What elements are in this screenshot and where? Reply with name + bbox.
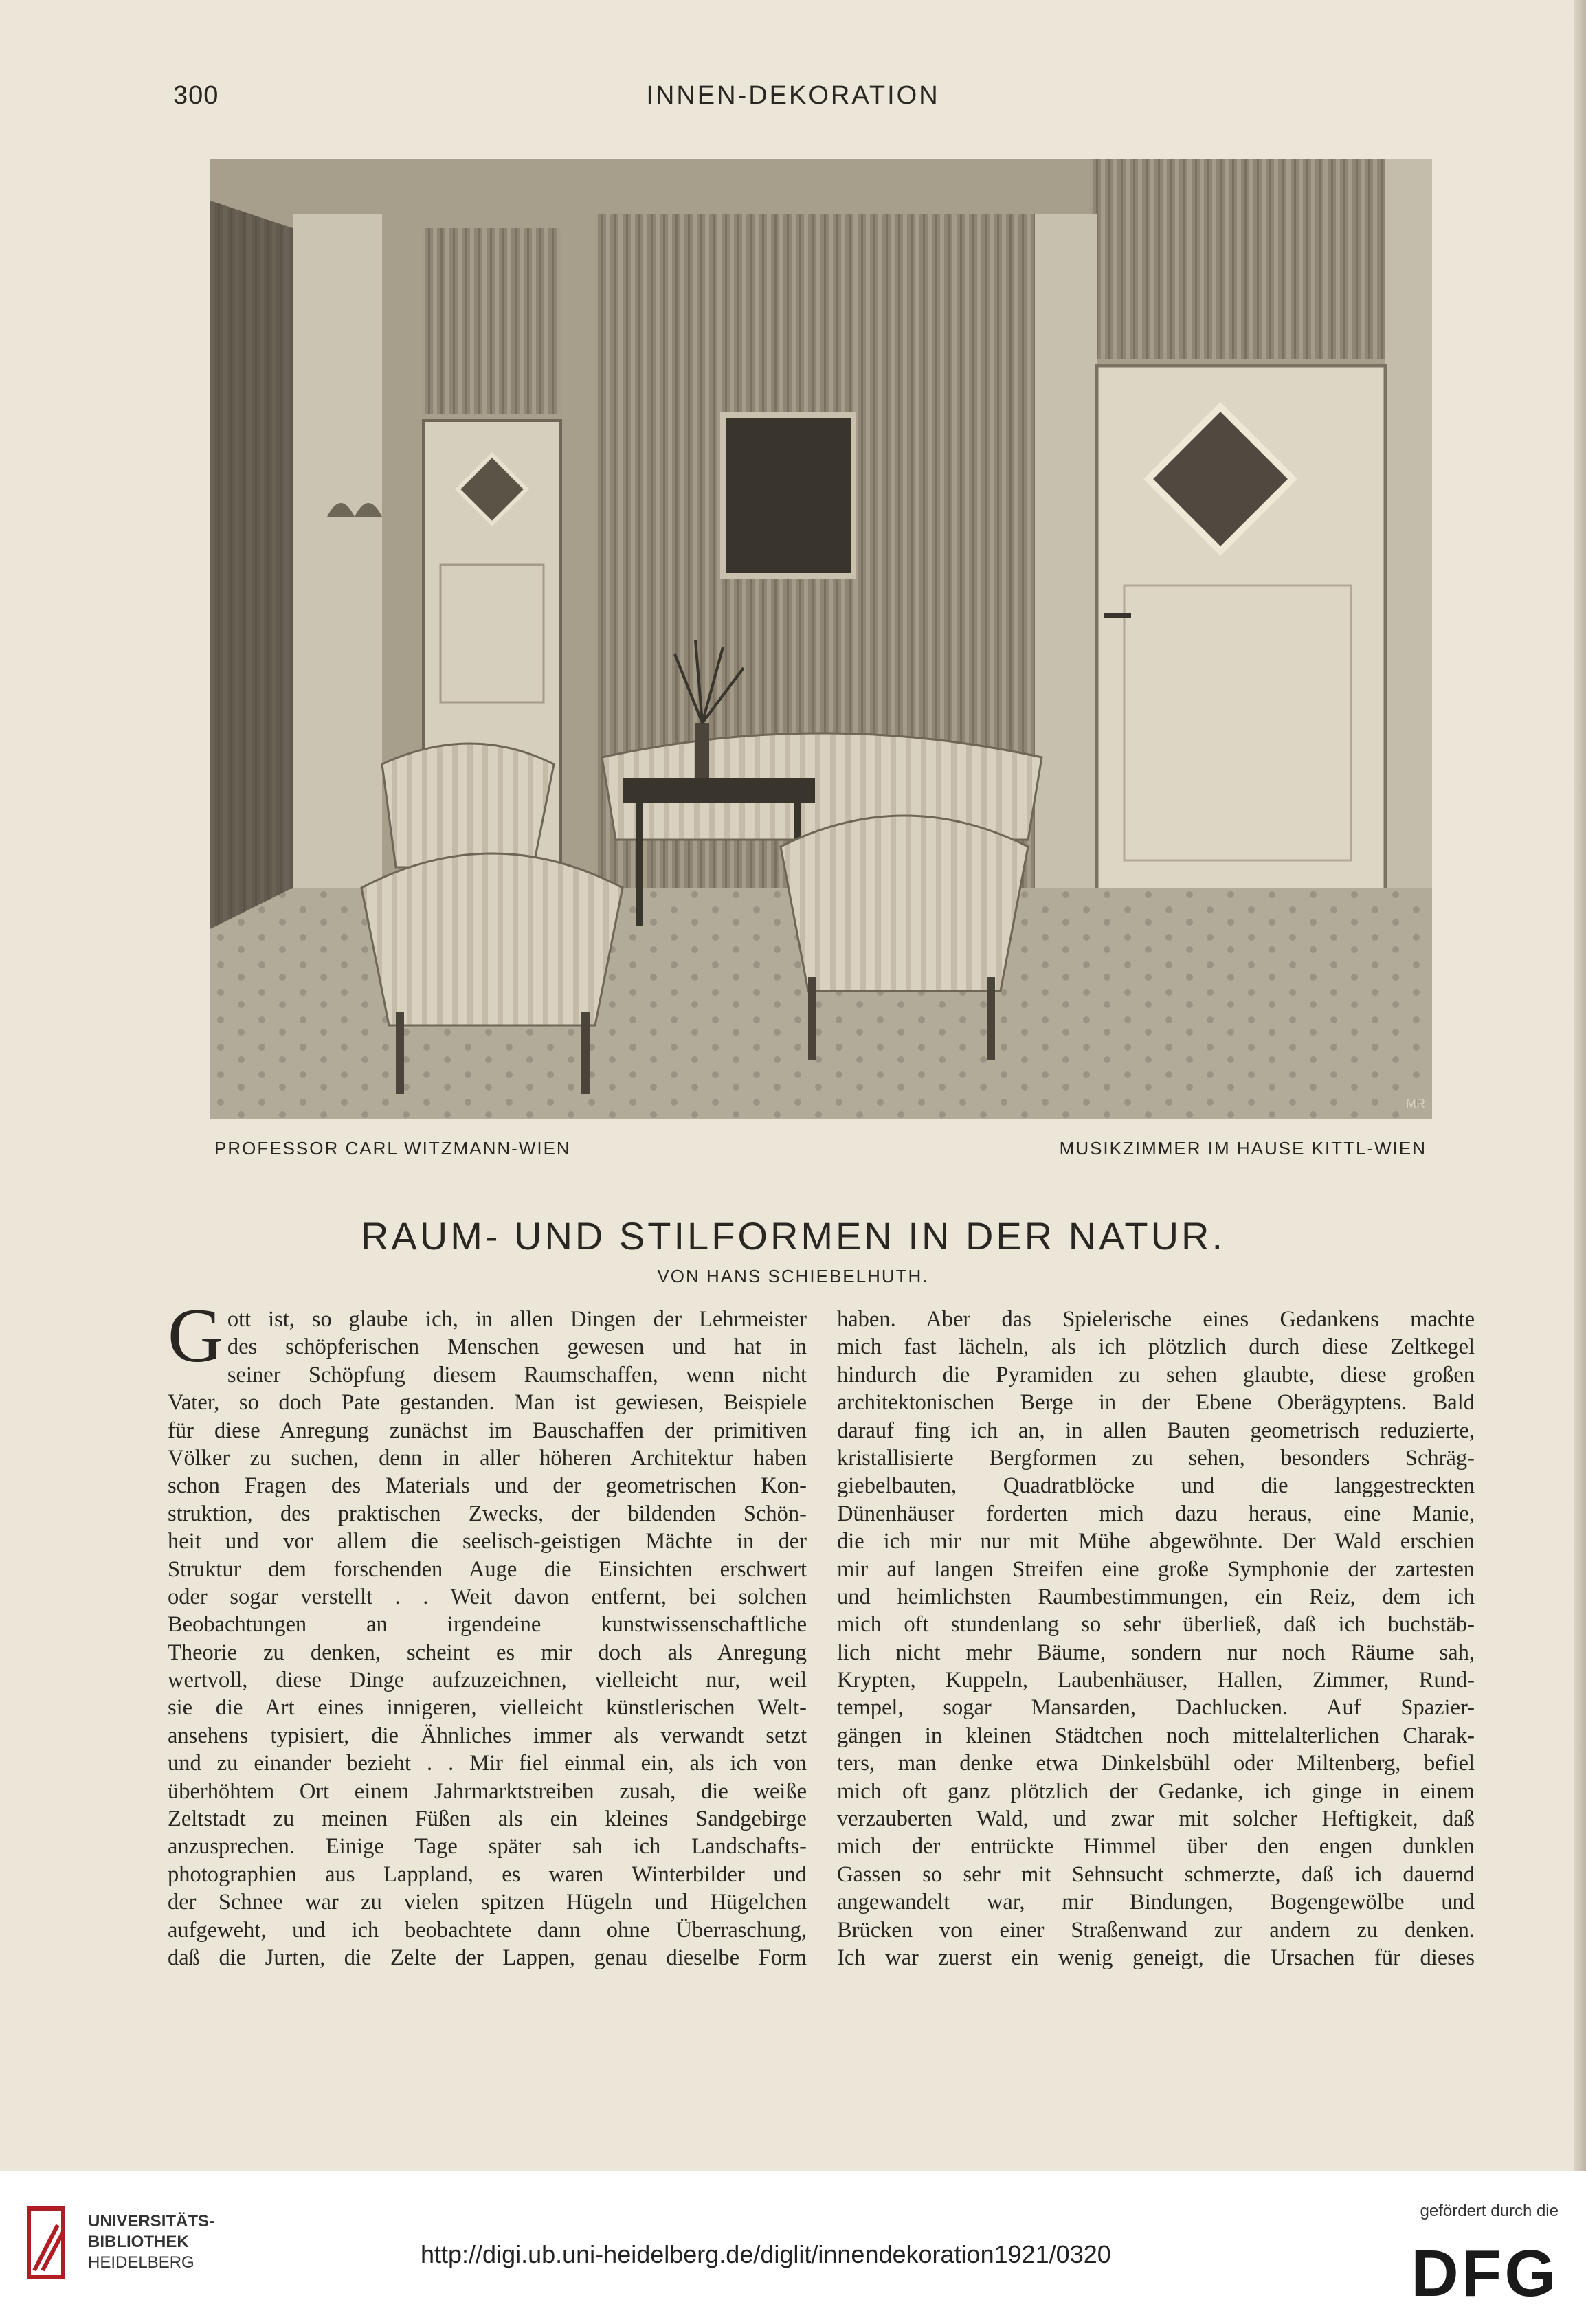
library-line-1: UNIVERSITÄTS- <box>88 2212 215 2231</box>
article-title: RAUM- UND STILFORMEN IN DER NATUR. <box>360 1214 1226 1258</box>
text-line: Ich war zuerst ein wenig geneigt, die Ursachen für dieses <box>837 1945 1475 1970</box>
text-line: Theorie zu denken, scheint es mir doch als Anregung <box>168 1640 807 1665</box>
text-line: wertvoll, diese Dinge aufzuzeichnen, vielleicht nur, weil <box>168 1668 807 1693</box>
permalink[interactable]: http://digi.ub.uni-heidelberg.de/diglit/innendekoration1921/0320 <box>421 2240 1111 2268</box>
caption-designer: PROFESSOR CARL WITZMANN-WIEN <box>214 1138 571 1159</box>
text-line: angewandelt war, mir Bindungen, Bogengewölbe und <box>837 1890 1475 1915</box>
text-line: ansehens typisiert, die Ähnliches immer als verwandt setzt <box>168 1723 807 1748</box>
text-line: ters, man denke etwa Dinkelsbühl oder Miltenberg, befiel <box>837 1751 1475 1776</box>
article-author: VON HANS SCHIEBELHUTH. <box>657 1266 929 1286</box>
funding-note: gefördert durch die <box>1420 2202 1559 2220</box>
text-line: giebelbauten, Quadratblöcke und die langgestreckten <box>837 1473 1475 1499</box>
text-column-left <box>168 1293 807 1971</box>
music-room-photo <box>210 159 1432 1119</box>
text-line: photographien aus Lappland, es waren Winterbilder und <box>168 1862 807 1887</box>
digitization-footer <box>0 2171 1586 2324</box>
library-line-3: HEIDELBERG <box>88 2253 194 2272</box>
text-line: gängen in kleinen Städtchen noch mittelalterlichen Charak- <box>837 1723 1475 1748</box>
text-line: architektonischen Berge in der Ebene Oberägyptens. Bald <box>837 1390 1475 1416</box>
university-library-logo-icon <box>25 2204 80 2287</box>
dfg-logo: DFG <box>1411 2237 1559 2310</box>
text-line: oder sogar verstellt . . Weit davon entfernt, bei solchen <box>168 1584 807 1609</box>
text-line: Dünenhäuser forderten mich dazu heraus, eine Manie, <box>837 1501 1475 1526</box>
text-line: Brücken von einer Straßenwand zur andern zu denken. <box>837 1917 1475 1943</box>
text-line: struktion, des praktischen Zwecks, der bildenden Schön- <box>168 1501 807 1526</box>
text-line: haben. Aber das Spielerische eines Gedankens machte <box>837 1307 1475 1332</box>
page-number: 300 <box>173 81 219 110</box>
text-line: mich oft stundenlang so sehr überließ, daß ich buchstäb- <box>837 1612 1475 1638</box>
text-line: Struktur dem forschenden Auge die Einsichten erschwert <box>168 1556 807 1582</box>
library-line-2: BIBLIOTHEK <box>88 2233 189 2251</box>
page-edge <box>1574 0 1586 2171</box>
text-line: mir auf langen Streifen eine große Symphonie der zartesten <box>837 1556 1475 1582</box>
text-line: verzauberten Wald, und zwar mit solcher Heftigkeit, daß <box>837 1807 1475 1832</box>
running-title: INNEN-DEKORATION <box>646 81 940 110</box>
text-line: und zu einander bezieht . . Mir fiel einmal ein, als ich von <box>168 1751 807 1776</box>
drop-cap: G <box>168 1293 223 1378</box>
text-line: und heimlichsten Raumbestimmungen, ein Reiz, dem ich <box>837 1584 1475 1609</box>
text-line: Gassen so sehr mit Sehnsucht schmerzte, daß ich dauernd <box>837 1862 1475 1887</box>
photo-signature: MR <box>1406 1097 1425 1110</box>
text-line: die ich mir nur mit Mühe abgewöhnte. Der Wald erschien <box>837 1529 1475 1554</box>
text-line: tempel, sogar Mansarden, Dachlucken. Auf Spazier- <box>837 1695 1475 1721</box>
text-line: schon Fragen des Materials und der geometrischen Kon- <box>168 1473 807 1499</box>
text-line: anzusprechen. Einige Tage später sah ich Landschafts- <box>168 1834 807 1859</box>
text-line: mich der entrückte Himmel über den engen dunklen <box>837 1834 1475 1859</box>
text-line: darauf fing ich an, in allen Bauten geometrisch reduzierte, <box>837 1418 1475 1443</box>
text-line: Vater, so doch Pate gestanden. Man ist gewiesen, Beispiele <box>168 1390 807 1416</box>
text-line: Völker zu suchen, denn in aller höheren Architektur haben <box>168 1445 807 1471</box>
caption-room: MUSIKZIMMER IM HAUSE KITTL-WIEN <box>1059 1138 1427 1159</box>
text-line: hindurch die Pyramiden zu sehen glaubte, diese großen <box>837 1362 1475 1387</box>
text-line: lich nicht mehr Bäume, sondern nur noch Räume sah, <box>837 1640 1475 1665</box>
text-line: der Schnee war zu vielen spitzen Hügeln und Hügelchen <box>168 1890 807 1915</box>
text-line: mich oft ganz plötzlich der Gedanke, ich ginge in einem <box>837 1778 1475 1804</box>
text-line: seiner Schöpfung diesem Raumschaffen, wenn nicht <box>227 1362 807 1387</box>
text-line: überhöhtem Ort einem Jahrmarktstreiben zusah, die weiße <box>168 1778 807 1804</box>
text-line: kristallisierte Bergformen zu sehen, besonders Schräg- <box>837 1445 1475 1471</box>
text-line: sie die Art eines innigeren, vielleicht künstlerischen Welt- <box>168 1695 807 1721</box>
text-line: Beobachtungen an irgendeine kunstwissenschaftliche <box>168 1612 807 1638</box>
text-line: heit und vor allem die seelisch-geistigen Mächte in der <box>168 1529 807 1554</box>
library-name <box>88 2211 214 2273</box>
text-line: des schöpferischen Menschen gewesen und hat in <box>227 1334 807 1360</box>
interior-photograph <box>210 159 1432 1119</box>
text-column-right <box>837 1306 1475 1971</box>
text-line: aufgeweht, und ich beobachtete dann ohne Überraschung, <box>168 1917 807 1943</box>
text-line: für diese Anregung zunächst im Bauschaffen der primitiven <box>168 1418 807 1443</box>
text-line: ott ist, so glaube ich, in allen Dingen der Lehrmeister <box>227 1307 807 1332</box>
text-line: Krypten, Kuppeln, Laubenhäuser, Hallen, Zimmer, Rund- <box>837 1668 1475 1693</box>
text-line: Zeltstadt zu meinen Füßen als ein kleines Sandgebirge <box>168 1807 807 1832</box>
text-line: mich fast lächeln, als ich plötzlich durch diese Zeltkegel <box>837 1334 1475 1360</box>
text-line: daß die Jurten, die Zelte der Lappen, genau dieselbe Form <box>168 1945 807 1970</box>
